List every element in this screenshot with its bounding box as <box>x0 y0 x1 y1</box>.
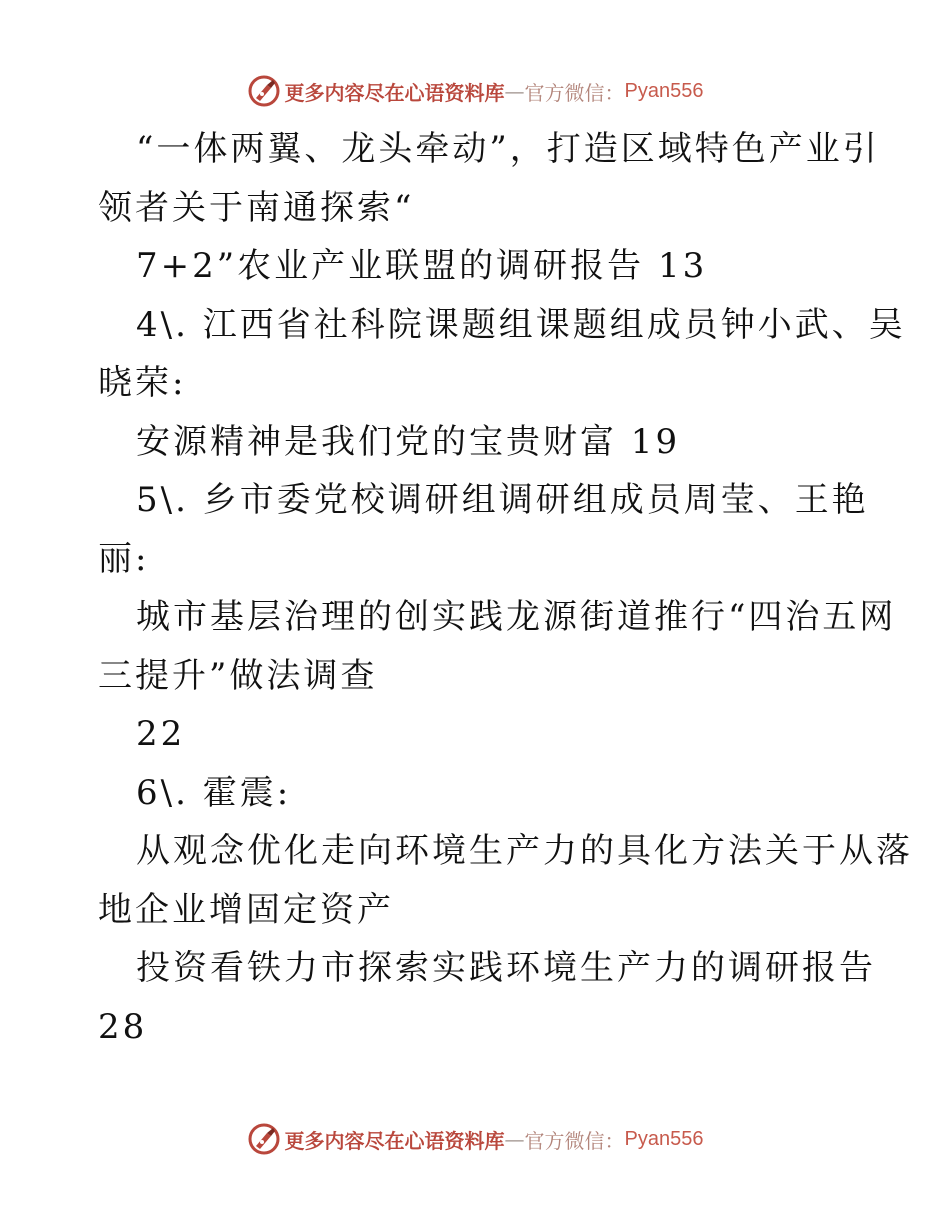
watermark-id: Pyan556 <box>624 1127 704 1150</box>
text-line: 地企业增固定资产 <box>98 889 394 930</box>
text-line: 城市基层治理的创实践龙源街道推行“四治五网 <box>136 597 897 637</box>
text-line: 三提升”做法调查 <box>98 655 378 696</box>
watermark-separator: — <box>504 79 525 103</box>
text-line: 4\. 江西省社科院课题组课题组成员钟小武、吴 <box>136 304 906 345</box>
text-line: 6\. 霍震: <box>136 772 292 813</box>
pen-logo-icon <box>247 74 281 108</box>
body-text <box>98 120 913 1056</box>
text-line: 丽: <box>98 538 150 579</box>
watermark-separator: — <box>504 1127 525 1151</box>
text-line: 投资看铁力市探索实践环境生产力的调研报告 <box>136 948 876 988</box>
text-line: 从观念优化走向环境生产力的具化方法关于从落 <box>136 831 913 871</box>
pen-logo-icon <box>247 1122 281 1156</box>
watermark-label: 官方微信： <box>524 80 625 105</box>
watermark-id: Pyan556 <box>624 79 704 102</box>
watermark-brand: 更多内容尽在心语资料库 <box>284 80 505 105</box>
text-line: 领者关于南通探索“ <box>98 187 415 228</box>
text-line: 5\. 乡市委党校调研组调研组成员周莹、王艳 <box>136 480 869 520</box>
text-line: 28 <box>98 1006 148 1047</box>
watermark-brand: 更多内容尽在心语资料库 <box>284 1128 505 1153</box>
text-line: 22 <box>136 714 186 754</box>
text-line: “一体两翼、龙头牵动”，打造区域特色产业引 <box>136 129 880 169</box>
header-watermark <box>0 71 950 111</box>
text-line: 安源精神是我们党的宝贵财富 19 <box>136 421 681 462</box>
text-line: 7+2”农业产业联盟的调研报告 13 <box>136 246 708 286</box>
watermark-label: 官方微信： <box>524 1128 625 1153</box>
text-line: 晓荣: <box>98 363 187 403</box>
footer-watermark <box>0 1119 950 1159</box>
